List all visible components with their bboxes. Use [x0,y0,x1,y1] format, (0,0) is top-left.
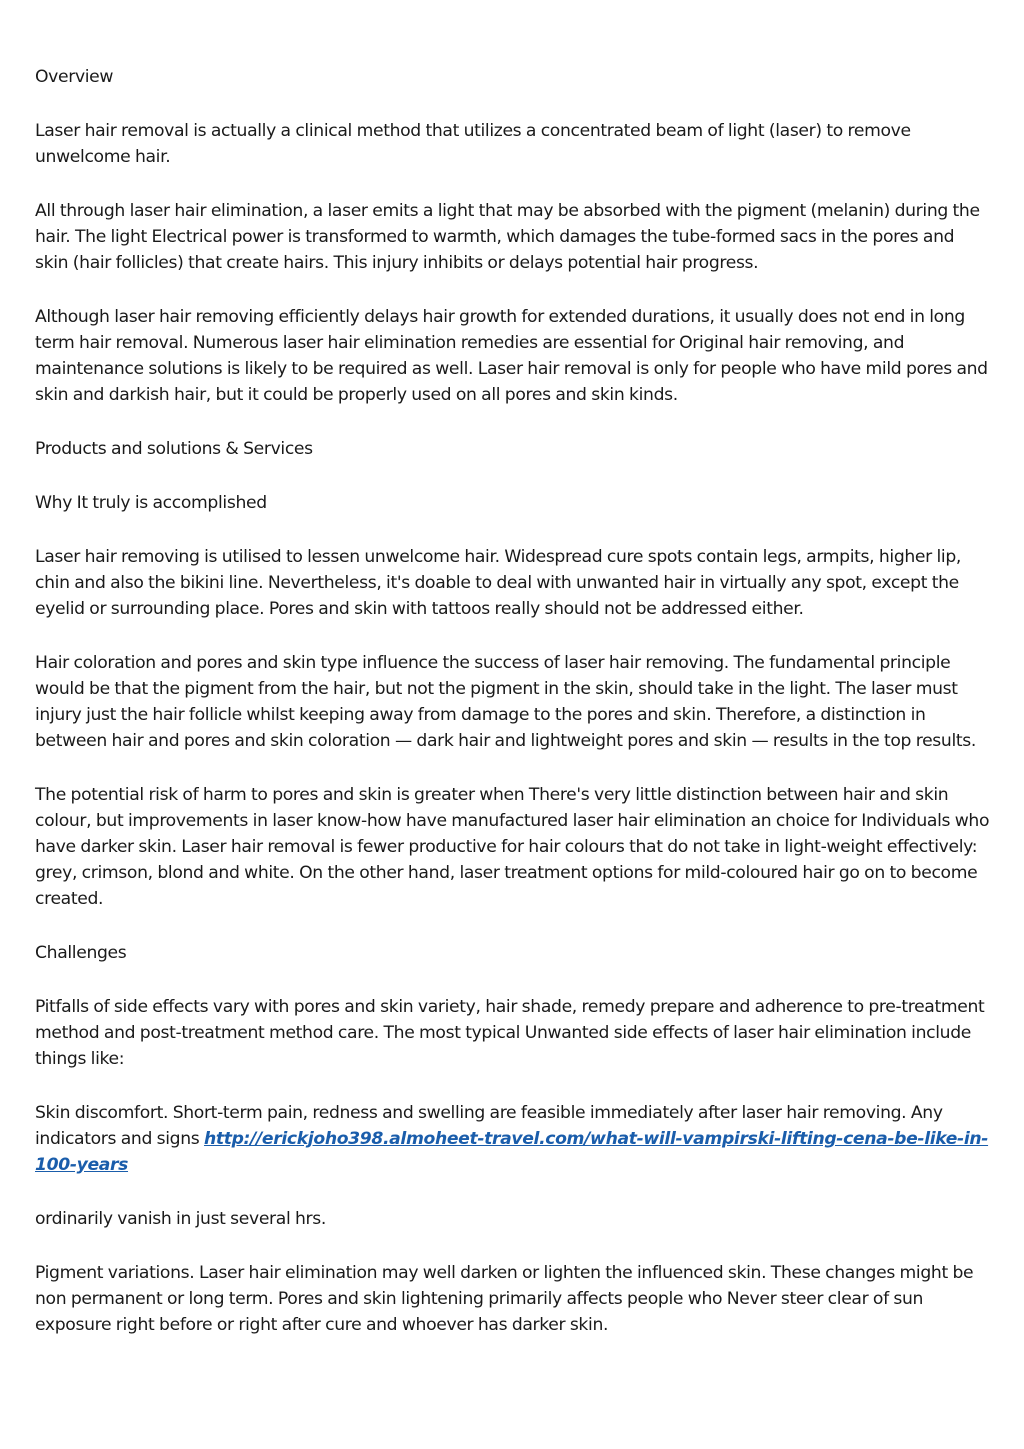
paragraph-risk: The potential risk of harm to pores and skin is greater when There's very little distinction between hair and skin colour, but improvements in laser know-how have manufactured laser hair elimination an choice for Individuals who have darker skin. Laser hair removal is fewer productive for hair colours that do not take in light-weight effectively: grey, crimson, blond and white. On the other hand, laser treatment options for mild-coloured hair go on to become created. [35,785,990,909]
paragraph-pigment: Pigment variations. Laser hair elimination may well darken or lighten the influenced skin. These changes might be non permanent or long term. Pores and skin lightening primarily affects people who Never steer clear of sun exposure right before or right after cure and whoever has darker skin. [35,1263,974,1335]
paragraph-pitfalls: Pitfalls of side effects vary with pores and skin variety, hair shade, remedy prepare and adherence to pre-treatment method and post-treatment method care. The most typical Unwanted side effects of laser hair elimination include things like: [35,997,985,1069]
paragraph-results: Although laser hair removing efficiently delays hair growth for extended durations, it usually does not end in long term hair removal. Numerous laser hair elimination remedies are essential for Original hair removing, and maintenance solutions is likely to be required as well. Laser hair removal is only for people who have mild pores and skin and darkish hair, but it could be properly used on all pores and skin kinds. [35,307,988,405]
heading-overview: Overview [35,67,114,87]
paragraph-discomfort [35,1100,991,1178]
discomfort-text: Skin discomfort. Short-term pain, redness and swelling are feasible immediately after laser hair removing. Any indicators and signs [35,1103,943,1149]
paragraph-vanish: ordinarily vanish in just several hrs. [35,1209,326,1229]
paragraph-coloration: Hair coloration and pores and skin type influence the success of laser hair removing. The fundamental principle would be that the pigment from the hair, but not the pigment in the skin, should take in the light. The laser must injury just the hair follicle whilst keeping away from damage to the pores and skin. Therefore, a distinction in between hair and pores and skin coloration — dark hair and lightweight pores and skin — results in the top results. [35,653,976,751]
paragraph-intro: Laser hair removal is actually a clinical method that utilizes a concentrated beam of light (laser) to remove unwelcome hair. [35,121,911,167]
document-body [35,64,991,1366]
paragraph-process: All through laser hair elimination, a laser emits a light that may be absorbed with the pigment (melanin) during the hair. The light Electrical power is transformed to warmth, which damages the tube-formed sacs in the pores and skin (hair follicles) that create hairs. This injury inhibits or delays potential hair progress. [35,201,980,273]
heading-challenges: Challenges [35,943,127,963]
heading-why: Why It truly is accomplished [35,493,267,513]
heading-products: Products and solutions & Services [35,439,313,459]
external-link[interactable]: http://erickjoho398.almoheet-travel.com/what-will-vampirski-lifting-cena-be-like-in-100-years [35,1129,989,1175]
paragraph-why: Laser hair removing is utilised to lessen unwelcome hair. Widespread cure spots contain legs, armpits, higher lip, chin and also the bikini line. Nevertheless, it's doable to deal with unwanted hair in virtually any spot, except the eyelid or surrounding place. Pores and skin with tattoos really should not be addressed either. [35,547,962,619]
